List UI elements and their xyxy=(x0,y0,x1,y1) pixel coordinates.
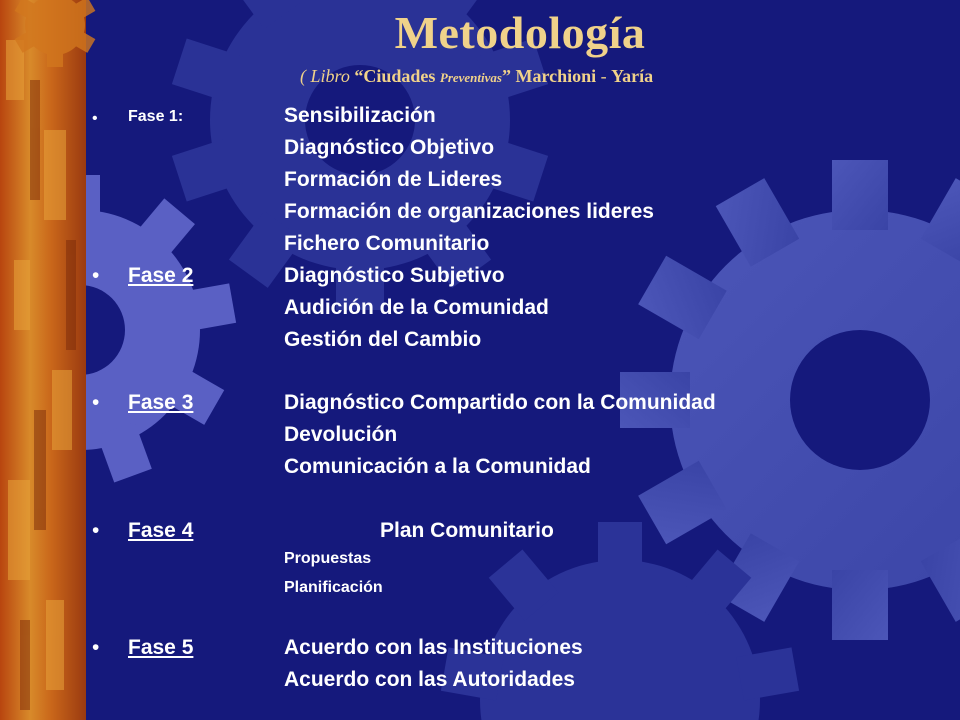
bullet-fase-4: • xyxy=(92,519,100,542)
phase-4-item-1: Plan Comunitario xyxy=(380,519,554,542)
phase-5-item-1: Acuerdo con las Instituciones xyxy=(284,636,583,659)
phase-label-3: Fase 3 xyxy=(128,391,194,414)
phase-2-item-3: Gestión del Cambio xyxy=(284,328,482,351)
phase-2-item-1: Diagnóstico Subjetivo xyxy=(284,264,505,287)
phase-1-item-3: Formación de Lideres xyxy=(284,168,503,191)
phase-5-item-2: Acuerdo con las Autoridades xyxy=(284,668,575,691)
phase-3-item-2: Devolución xyxy=(284,423,398,446)
phase-1-item-1: Sensibilización xyxy=(284,104,436,127)
slide-subtitle xyxy=(300,66,653,87)
slide-title: Metodología xyxy=(394,7,646,58)
subtitle-author2: Yaría xyxy=(611,66,654,86)
subtitle-separator: - xyxy=(596,66,612,86)
phase-4-item-2: Propuestas xyxy=(284,550,372,567)
phase-label-2: Fase 2 xyxy=(128,264,194,287)
phase-3-item-1: Diagnóstico Compartido con la Comunidad xyxy=(284,391,716,414)
phase-1-item-5: Fichero Comunitario xyxy=(284,232,490,255)
bullet-fase-1: • xyxy=(92,110,98,127)
phase-3-item-3: Comunicación a la Comunidad xyxy=(284,455,591,478)
phase-label-1: Fase 1: xyxy=(128,108,184,125)
phase-1-item-4: Formación de organizaciones lideres xyxy=(284,200,654,223)
subtitle-book-part2: Preventivas xyxy=(439,70,502,85)
phase-2-item-2: Audición de la Comunidad xyxy=(284,296,549,319)
phase-label-5: Fase 5 xyxy=(128,636,194,659)
subtitle-book-part1: “Ciudades xyxy=(354,66,440,86)
bullet-fase-5: • xyxy=(92,636,100,659)
subtitle-open: ( Libro xyxy=(300,66,355,86)
subtitle-author: Marchioni xyxy=(510,66,597,86)
bullet-fase-3: • xyxy=(92,391,100,414)
phase-1-item-2: Diagnóstico Objetivo xyxy=(284,136,495,159)
phase-4-item-3: Planificación xyxy=(284,579,383,596)
bullet-fase-2: • xyxy=(92,264,100,287)
phase-label-4: Fase 4 xyxy=(128,519,194,542)
subtitle-close-quote: ” xyxy=(501,66,511,86)
